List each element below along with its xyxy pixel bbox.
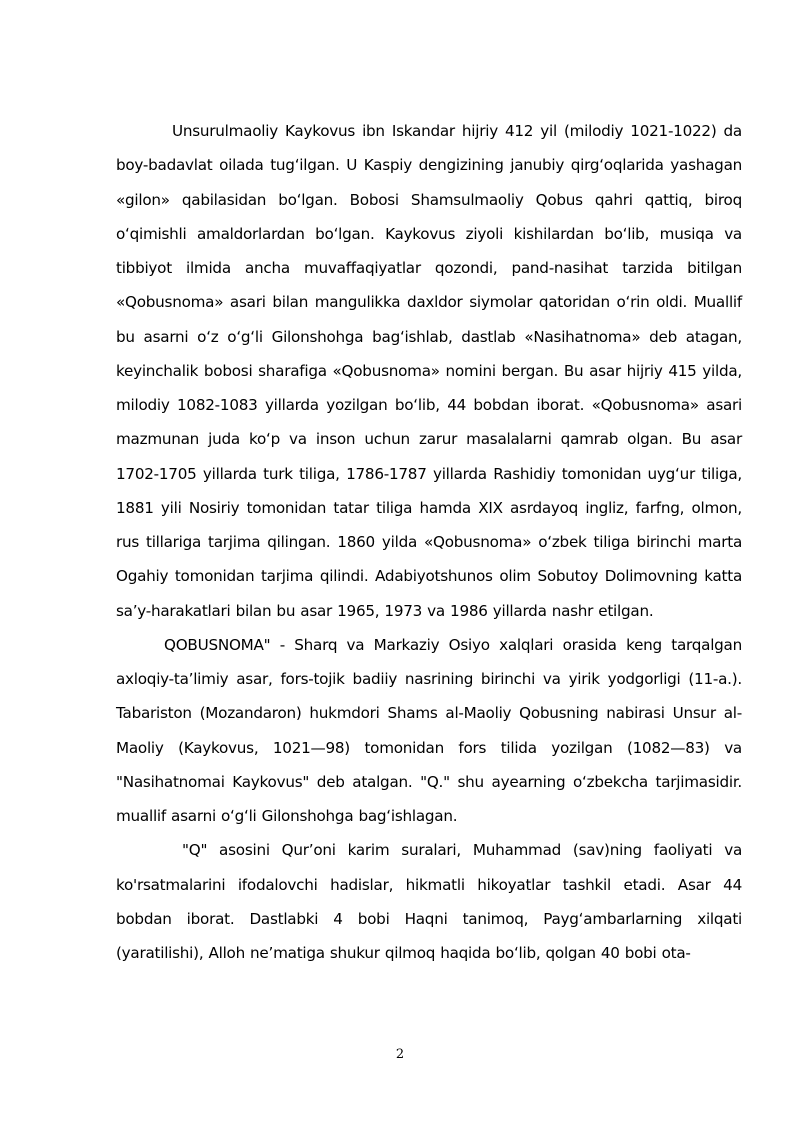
paragraph-kaykovus-biography: Unsurulmaoliy Kaykovus ibn Iskandar hijriy 412 yil (milodiy 1021-1022) da boy-badavlat oilada tugʻilgan. U Kaspiy dengizining janubiy qirgʻoqlarida yashagan «gilon» qabilasidan boʻlgan. Bobosi Shamsulmaoliy Qobus qahri qattiq, biroq oʻqimishli amaldorlardan boʻlgan. Kaykovus ziyoli kishilardan boʻlib, musiqa va tibbiyot ilmida ancha muvaffaqiyatlar qozondi, pand-nasihat tarzida bitilgan «Qobusnoma» asari bilan mangulikka daxldor siymolar qatoridan oʻrin oldi. Muallif bu asarni oʻz oʻgʻli Gilonshohga bagʻishlab, dastlab «Nasihatnoma» deb atagan, keyinchalik bobosi sharafiga «Qobusnoma» nomini bergan. Bu asar hijriy 415 yilda, milodiy 1082-1083 yillarda yozilgan boʻlib, 44 bobdan iborat. «Qobusnoma» asari mazmunan juda koʻp va inson uchun zarur masalalarni qamrab olgan. Bu asar 1702-1705 yillarda turk tiliga, 1786-1787 yillarda Rashidiy tomonidan uygʻur tiliga, 1881 yili Nosiriy tomonidan tatar tiliga hamda XIX asrdayoq ingliz, farfng, olmon, rus tillariga tarjima qilingan. 1860 yilda «Qobusnoma» oʻzbek tiliga birinchi marta Ogahiy tomonidan tarjima qilindi. Adabiyotshunos olim Sobutoy Dolimovning katta saʼy-harakatlari bilan bu asar 1965, 1973 va 1986 yillarda nashr etilgan. [116, 122, 742, 620]
document-body [116, 114, 742, 970]
paragraph-qobusnoma-definition: QOBUSNOMA" - Sharq va Markaziy Osiyo xalqlari orasida keng tarqalgan axloqiy-taʼlimiy asar, fors-tojik badiiy nasrining birinchi va yirik yodgorligi (11-a.). Tabariston (Mozandaron) hukmdori Shams al-Maoliy Qobusning nabirasi Unsur al-Maoliy (Kaykovus, 1021—98) tomonidan fors tilida yozilgan (1082—83) va "Nasihatnomai Kaykovus" deb atalgan. "Q." shu ayearning oʻzbekcha tarjimasidir. muallif asarni oʻgʻli Gilonshohga bagʻishlagan. [116, 635, 742, 825]
paragraph-qobusnoma-structure: "Q" asosini Qurʼoni karim suralari, Muhammad (sav)ning faoliyati va ko'rsatmalarini ifodalovchi hadislar, hikmatli hikoyatlar tashkil etadi. Asar 44 bobdan iborat. Dastlabki 4 bobi Haqni tanimoq, Paygʻambarlarning xilqati (yaratilishi), Alloh neʼmatiga shukur qilmoq haqida boʻlib, qolgan 40 bobi ota- [116, 841, 742, 962]
page-number: 2 [395, 1047, 405, 1062]
